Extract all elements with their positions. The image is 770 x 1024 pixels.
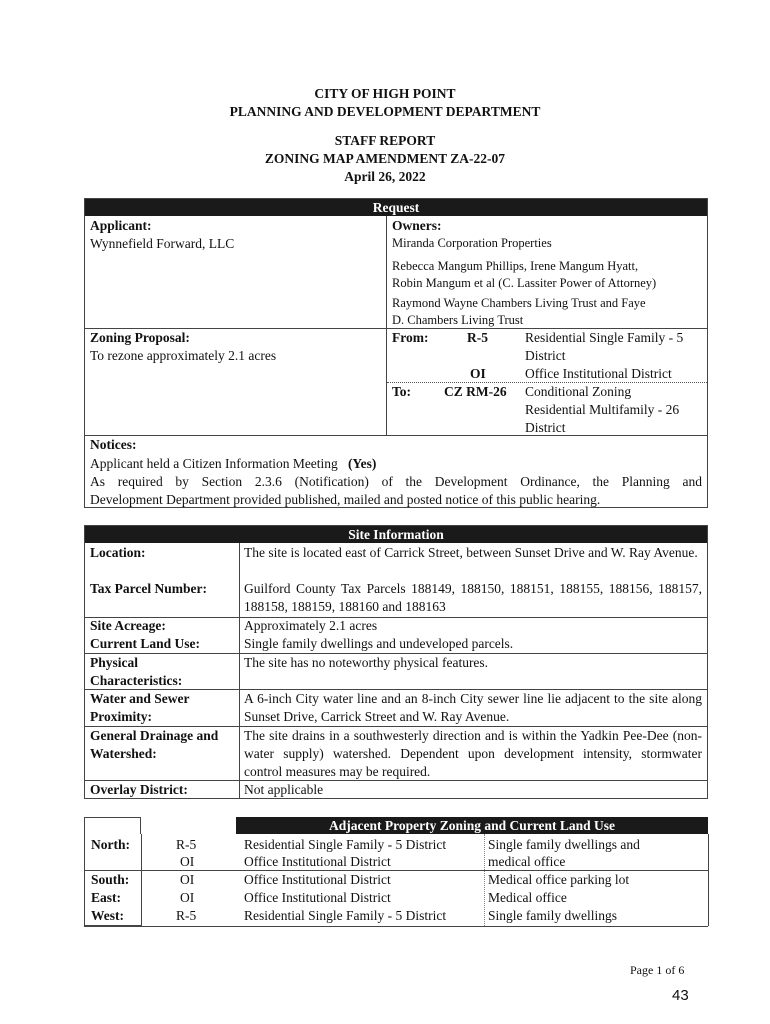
adjacent-zone-south: Office Institutional District (244, 872, 391, 887)
owner-3: Robin Mangum et al (C. Lassiter Power of Attorney) (392, 276, 657, 290)
site-value-water-sewer: A 6-inch City water line and an 8-inch City sewer line lie adjacent to the site along Sunset Drive, Carrick Street and W. Ray Avenue. (244, 691, 702, 724)
adjacent-zone-east: Office Institutional District (244, 890, 391, 905)
adjacent-use-east: Medical office (488, 890, 567, 905)
adjacent-code-north-1: R-5 (176, 837, 197, 852)
adjacent-property-section (84, 817, 708, 927)
owner-4: Raymond Wayne Chambers Living Trust and Faye (392, 296, 646, 310)
request-title: Request (85, 199, 707, 216)
adjacent-dir-north: North: (91, 837, 130, 852)
adjacent-code-east: OI (180, 890, 195, 905)
header-report-type: STAFF REPORT (334, 133, 436, 148)
to-desc-1: Conditional Zoning (525, 384, 632, 399)
site-label-drainage: General Drainage and Watershed: (90, 728, 219, 761)
notices-line-2: As required by Section 2.3.6 (Notification) of the Development Ordinance, the Planning and (90, 474, 702, 489)
site-value-physical: The site has no noteworthy physical features. (244, 655, 489, 670)
site-value-drainage: The site drains in a southwesterly direction and is within the Yadkin Pee-Dee (non-water supply) watershed. Dependent upon development intensity, stormwater control measures may be required. (244, 728, 702, 779)
site-value-land-use: Single family dwellings and undeveloped parcels. (244, 636, 514, 651)
header-city: CITY OF HIGH POINT (314, 86, 456, 101)
adjacent-zone-west: Residential Single Family - 5 District (244, 908, 447, 923)
notices-meeting (90, 455, 376, 473)
from-desc-r5-cont: District (525, 348, 566, 363)
from-code-r5: R-5 (467, 330, 488, 345)
owner-1: Miranda Corporation Properties (392, 236, 552, 250)
from-label: From: (392, 330, 429, 345)
adjacent-zone-north-1: Residential Single Family - 5 District (244, 837, 447, 852)
adjacent-use-north-2: medical office (488, 854, 566, 869)
notices-label: Notices: (90, 437, 137, 452)
to-code: CZ RM-26 (444, 384, 507, 399)
to-label: To: (392, 384, 412, 399)
notices-yes: (Yes) (347, 456, 377, 471)
site-label-acreage: Site Acreage: (90, 618, 166, 633)
notices-meeting-text: Applicant held a Citizen Information Meeting (90, 456, 338, 471)
applicant-value: Wynnefield Forward, LLC (90, 236, 235, 251)
zoning-proposal-value: To rezone approximately 2.1 acres (90, 348, 277, 363)
from-desc-oi: Office Institutional District (525, 366, 672, 381)
header-amendment: ZONING MAP AMENDMENT ZA-22-07 (264, 151, 506, 166)
owner-2: Rebecca Mangum Phillips, Irene Mangum Hyatt, (392, 259, 639, 273)
adjacent-zone-north-2: Office Institutional District (244, 854, 391, 869)
request-section (84, 198, 708, 508)
zoning-proposal-label: Zoning Proposal: (90, 330, 190, 345)
applicant-label: Applicant: (90, 218, 152, 233)
adjacent-use-north-1: Single family dwellings and (488, 837, 640, 852)
adjacent-code-north-2: OI (180, 854, 195, 869)
from-code-oi: OI (470, 366, 486, 381)
header-date: April 26, 2022 (344, 169, 426, 184)
site-label-water-sewer: Water and Sewer Proximity: (90, 691, 190, 724)
adjacent-code-west: R-5 (176, 908, 197, 923)
page-number: 43 (672, 987, 689, 1004)
owner-5: D. Chambers Living Trust (392, 313, 524, 327)
page-indicator: Page 1 of 6 (630, 963, 685, 977)
site-value-acreage: Approximately 2.1 acres (244, 618, 378, 633)
site-label-overlay: Overlay District: (90, 782, 188, 797)
site-value-tax-parcel: Guilford County Tax Parcels 188149, 188150, 188151, 188155, 188156, 188157, 188158, 188159, 188160 and 188163 (244, 581, 702, 614)
site-label-location: Location: (90, 545, 146, 560)
site-label-land-use: Current Land Use: (90, 636, 201, 651)
from-desc-r5: Residential Single Family - 5 (525, 330, 684, 345)
owners-label: Owners: (392, 218, 442, 233)
adjacent-code-south: OI (180, 872, 195, 887)
adjacent-dir-east: East: (91, 890, 121, 905)
adjacent-use-south: Medical office parking lot (488, 872, 630, 887)
site-value-location: The site is located east of Carrick Street, between Sunset Drive and W. Ray Avenue. (244, 545, 698, 560)
adjacent-dir-west: West: (91, 908, 124, 923)
site-information-section (84, 525, 708, 799)
adjacent-use-west: Single family dwellings (488, 908, 617, 923)
header-department: PLANNING AND DEVELOPMENT DEPARTMENT (229, 104, 541, 119)
to-desc-3: District (525, 420, 566, 435)
adjacent-dir-south: South: (91, 872, 130, 887)
adjacent-title: Adjacent Property Zoning and Current Land Use (236, 817, 708, 834)
site-label-physical: Physical Characteristics: (90, 655, 183, 688)
site-value-overlay: Not applicable (244, 782, 324, 797)
site-label-tax-parcel: Tax Parcel Number: (90, 581, 207, 596)
site-information-title: Site Information (85, 526, 707, 543)
to-desc-2: Residential Multifamily - 26 (525, 402, 680, 417)
notices-line-3: Development Department provided published, mailed and posted notice of this public hearing. (90, 492, 601, 507)
